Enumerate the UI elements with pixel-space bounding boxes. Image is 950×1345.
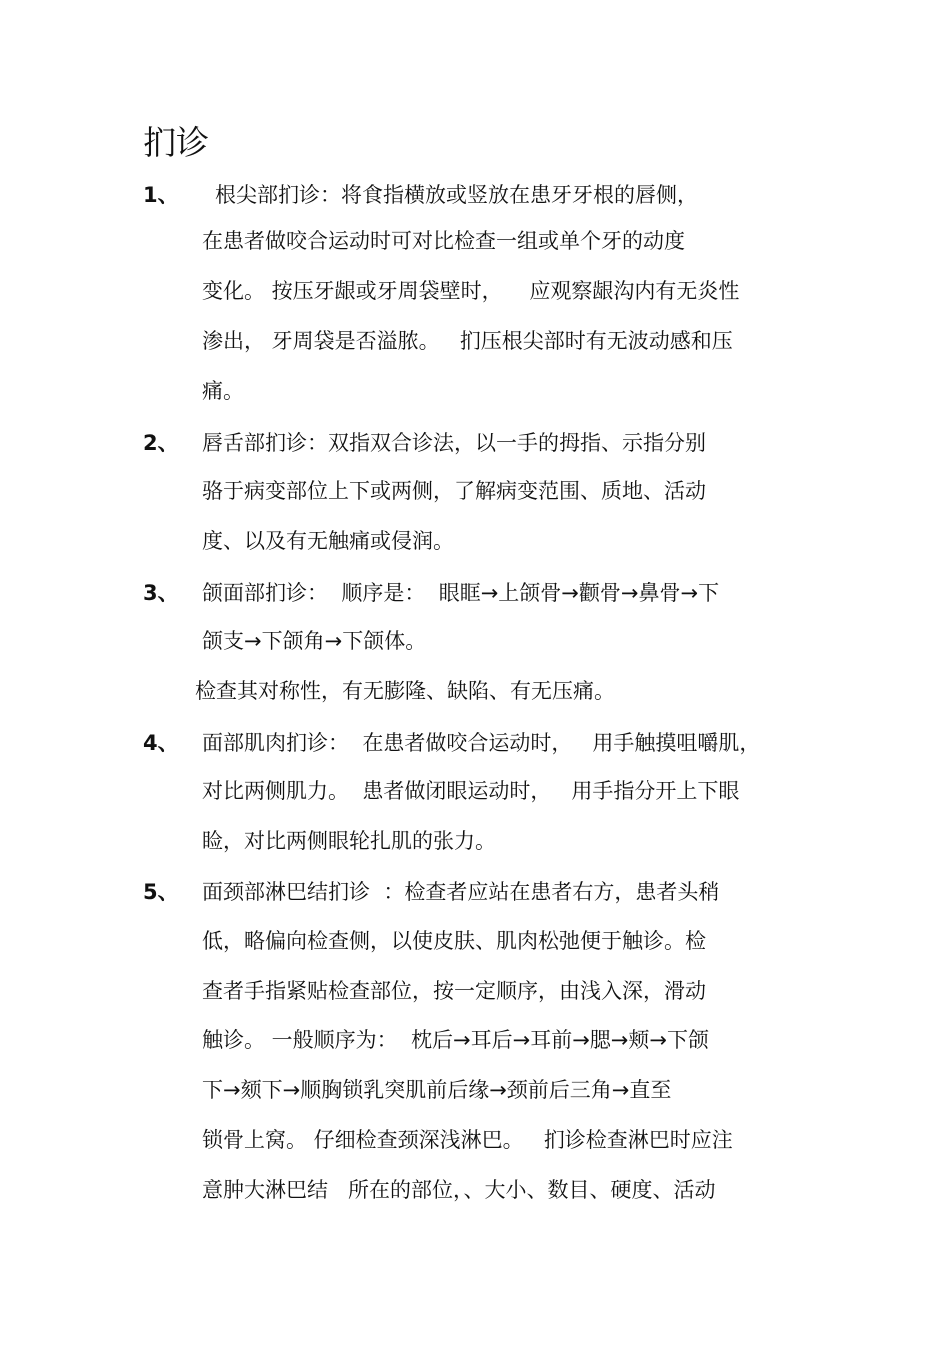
- item-5-line-2: 低，略偏向检查侧，以使皮肤、肌肉松弛便于触诊。检: [202, 929, 706, 953]
- item-5-line-4: 触诊。 一般顺序为： 枕后→耳后→耳前→腮→颊→下颌: [202, 1028, 710, 1052]
- item-2-line-2: 骆于病变部位上下或两侧，了解病变范围、质地、活动: [202, 479, 706, 503]
- page-title: 扪诊: [143, 123, 209, 162]
- item-number: 2、: [143, 431, 179, 455]
- item-3-line-2: 颌支→下颌角→下颌体。: [202, 629, 427, 653]
- item-1-line-3: 变化。 按压牙龈或牙周袋壁时， 应观察龈沟内有无炎性: [202, 279, 740, 303]
- item-1-line-4: 渗出， 牙周袋是否溢脓。 扪压根尖部时有无波动感和压: [202, 329, 733, 353]
- item-number: 5、: [143, 880, 179, 904]
- item-1-line-2: 在患者做咬合运动时可对比检查一组或单个牙的动度: [202, 229, 685, 253]
- item-3-extra-line: 检查其对称性，有无膨隆、缺陷、有无压痛。: [195, 679, 615, 703]
- item-2-line-3: 度、以及有无触痛或侵润。: [202, 529, 454, 553]
- item-number: 4、: [143, 731, 179, 755]
- item-5-line-1: 面颈部淋巴结扪诊 ：检查者应站在患者右方，患者头稍: [202, 880, 720, 904]
- item-5-line-7: 意肿大淋巴结 所在的部位，、大小、数目、硬度、活动: [202, 1178, 716, 1202]
- item-5-line-3: 查者手指紧贴检查部位，按一定顺序，由浅入深，滑动: [202, 979, 706, 1003]
- item-4-line-1: 面部肌肉扪诊： 在患者做咬合运动时， 用手触摸咀嚼肌，: [202, 731, 761, 755]
- item-1-line-1: 根尖部扪诊：将食指横放或竖放在患牙牙根的唇侧，: [215, 183, 698, 207]
- item-4-line-3: 睑，对比两侧眼轮扎肌的张力。: [202, 829, 496, 853]
- item-number: 1、: [143, 183, 179, 207]
- item-1-line-5: 痛。: [202, 379, 244, 403]
- item-3-line-1: 颌面部扪诊： 顺序是： 眼眶→上颌骨→颧骨→鼻骨→下: [202, 581, 720, 605]
- item-5-line-5: 下→颏下→顺胸锁乳突肌前后缘→颈前后三角→直至: [202, 1078, 672, 1102]
- item-number: 3、: [143, 581, 179, 605]
- item-4-line-2: 对比两侧肌力。 患者做闭眼运动时， 用手指分开上下眼: [202, 779, 740, 803]
- item-2-line-1: 唇舌部扪诊：双指双合诊法，以一手的拇指、示指分别: [202, 431, 706, 455]
- item-5-line-6: 锁骨上窝。 仔细检查颈深浅淋巴。 扪诊检查淋巴时应注: [202, 1128, 733, 1152]
